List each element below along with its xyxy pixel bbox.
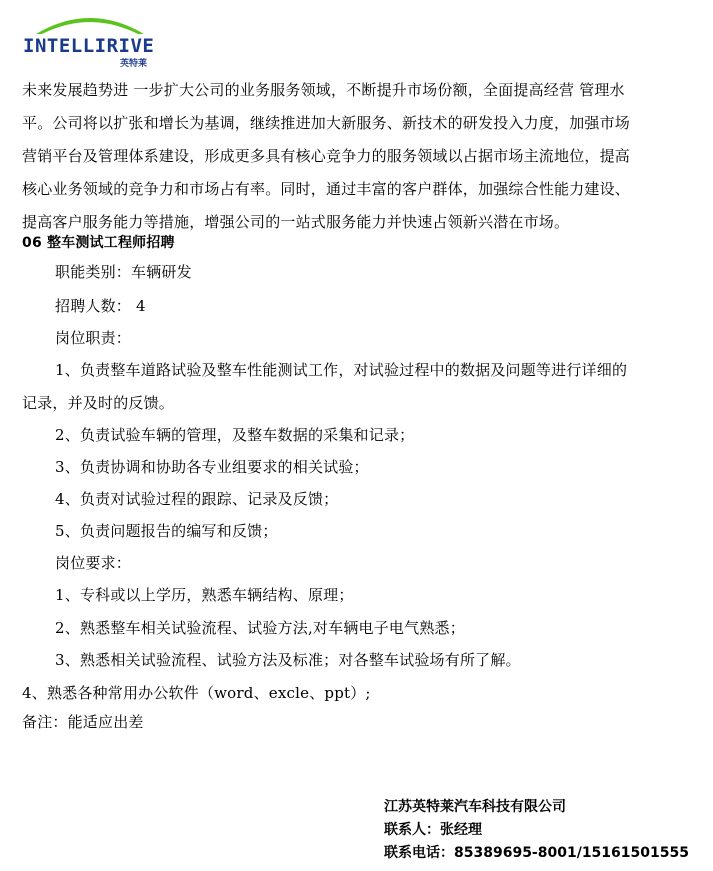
duty-3: 3、负责协调和协助各专业组要求的相关试验； xyxy=(55,458,369,476)
contact-person: 联系人：张经理 xyxy=(384,822,482,838)
duty-1-line-2: 记录，并及时的反馈。 xyxy=(22,394,175,412)
intro-line-2: 平。公司将以扩张和增长为基调，继续推进加大新服务、新技术的研发投入力度，加强市场 xyxy=(22,114,631,132)
job-title: 06 整车测试工程师招聘 xyxy=(22,235,175,251)
job-headcount: 招聘人数： 4 xyxy=(55,297,146,315)
requirement-2: 2、熟悉整车相关试验流程、试验方法,对车辆电子电气熟悉； xyxy=(55,619,465,637)
duty-1-line-1: 1、负责整车道路试验及整车性能测试工作，对试验过程中的数据及问题等进行详细的 xyxy=(55,361,628,379)
requirement-4: 4、熟悉各种常用办公软件（word、excle、ppt）; xyxy=(22,684,371,702)
note: 备注：能适应出差 xyxy=(22,713,144,731)
requirement-3: 3、熟悉相关试验流程、试验方法及标准；对各整车试验场有所了解。 xyxy=(55,651,521,669)
duties-heading: 岗位职责： xyxy=(55,329,132,347)
duty-2: 2、负责试验车辆的管理，及整车数据的采集和记录； xyxy=(55,426,415,444)
company-logo xyxy=(22,10,158,70)
job-category: 职能类别：车辆研发 xyxy=(55,263,192,281)
duty-5: 5、负责问题报告的编写和反馈； xyxy=(55,522,278,540)
requirements-heading: 岗位要求： xyxy=(55,554,132,572)
requirement-1: 1、专科或以上学历，熟悉车辆结构、原理； xyxy=(55,586,354,604)
intro-line-4: 核心业务领域的竞争力和市场占有率。同时，通过丰富的客户群体，加强综合性能力建设、 xyxy=(22,180,631,198)
company-name: 江苏英特莱汽车科技有限公司 xyxy=(384,799,566,815)
duty-4: 4、负责对试验过程的跟踪、记录及反馈； xyxy=(55,490,339,508)
intro-line-5: 提高客户服务能力等措施，增强公司的一站式服务能力并快速占领新兴潜在市场。 xyxy=(22,213,570,231)
intro-line-1: 未来发展趋势进 一步扩大公司的业务服务领域，不断提升市场份额，全面提高经营 管理水 xyxy=(22,81,625,99)
intro-line-3: 营销平台及管理体系建设，形成更多具有核心竞争力的服务领域以占据市场主流地位，提高 xyxy=(22,147,631,165)
svg-text:英特莱: 英特莱 xyxy=(120,59,148,69)
svg-text:INTELLIRIVE: INTELLIRIVE xyxy=(23,35,155,57)
contact-phone: 联系电话：85389695-8001/15161501555 xyxy=(384,845,689,861)
